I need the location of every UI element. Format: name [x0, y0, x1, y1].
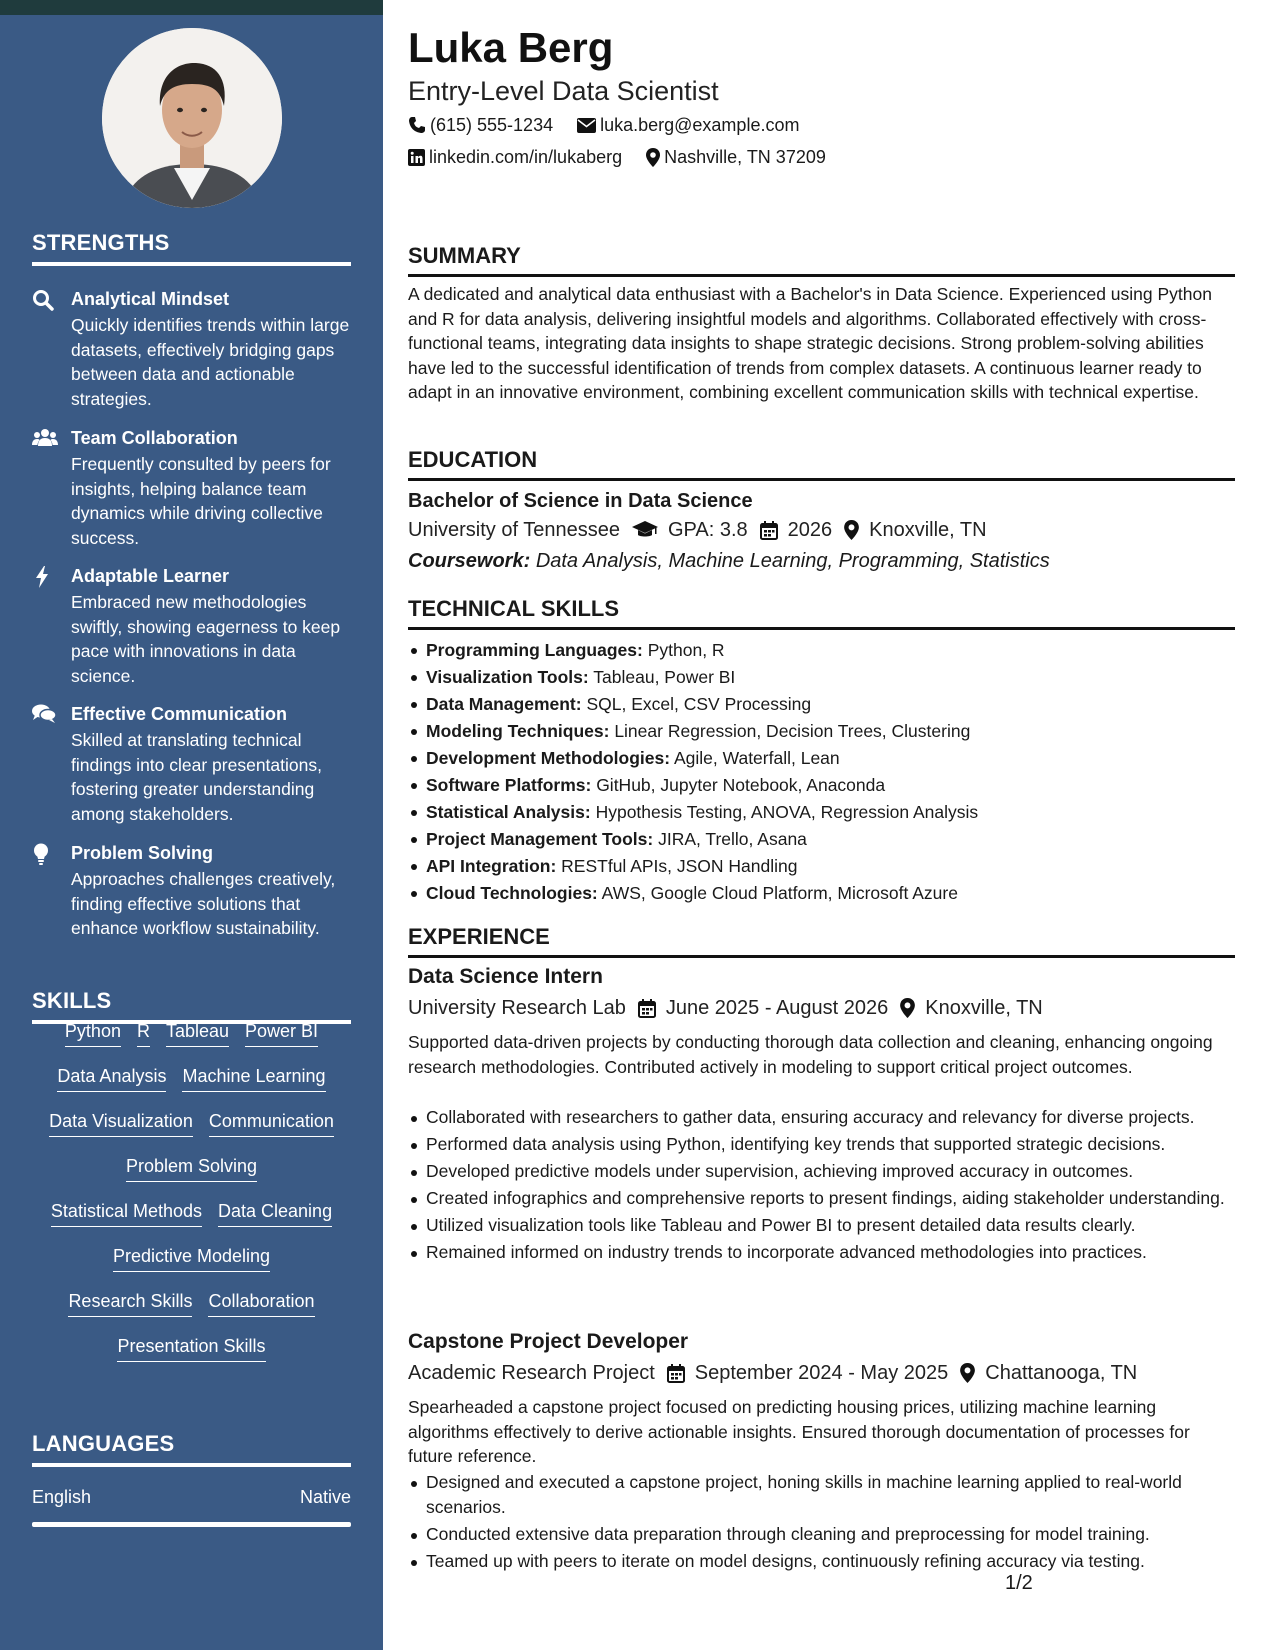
skill-tag: Machine Learning [182, 1063, 325, 1092]
skill-tag: Problem Solving [126, 1153, 257, 1182]
skill-category: Statistical Analysis: [426, 802, 591, 822]
list-item [408, 826, 1238, 853]
candidate-name: Luka Berg [408, 24, 614, 71]
job-location: Knoxville, TN [925, 997, 1043, 1019]
gpa-text: GPA: 3.8 [667, 519, 748, 541]
location-text: Nashville, TN 37209 [664, 147, 826, 167]
comments-icon [32, 704, 56, 726]
job-summary: Supported data-driven projects by conducting thorough data collection and cleaning, enhancing ongoing research methodologies. Contributed actively in modeling to support critical project outcomes. [408, 1032, 1213, 1077]
list-item [408, 772, 1238, 799]
skill-tag: Data Cleaning [218, 1198, 332, 1227]
coursework-label: Coursework: [408, 550, 531, 572]
map-pin-icon [900, 998, 915, 1018]
language-level: Native [299, 1487, 351, 1507]
skill-category: API Integration: [426, 856, 557, 876]
language-proficiency-bar [32, 1522, 351, 1527]
strength-title: Team Collaboration [71, 428, 238, 448]
job-organization: Academic Research Project [408, 1362, 655, 1384]
map-pin-icon [844, 520, 859, 540]
skill-tag: Power BI [245, 1018, 318, 1047]
list-item [408, 880, 1238, 907]
graduation-cap-icon [632, 521, 658, 539]
skill-tag: Tableau [166, 1018, 229, 1047]
users-icon [32, 428, 56, 450]
list-item [408, 691, 1238, 718]
lightbulb-icon [32, 843, 56, 865]
graduation-year: 2026 [787, 519, 833, 541]
list-item [408, 637, 1238, 664]
linkedin-contact[interactable] [408, 145, 622, 169]
skill-values: AWS, Google Cloud Platform, Microsoft Azure [601, 883, 958, 903]
skill-row [32, 1243, 351, 1288]
language-row [32, 1487, 351, 1508]
candidate-title: Entry-Level Data Scientist [408, 76, 719, 106]
skill-category: Development Methodologies: [426, 748, 671, 768]
strength-description: Quickly identifies trends within large datasets, effectively bridging gaps between data and actionable strategies. [71, 315, 350, 409]
experience-heading: EXPERIENCE [408, 923, 1235, 958]
skill-category: Visualization Tools: [426, 667, 589, 687]
job-dates: June 2025 - August 2026 [665, 997, 889, 1019]
technical-skills-heading: TECHNICAL SKILLS [408, 595, 1235, 630]
summary-heading: SUMMARY [408, 242, 1235, 277]
skill-values: Hypothesis Testing, ANOVA, Regression Analysis [595, 802, 979, 822]
page-number: 1/2 [1005, 1572, 1033, 1594]
skill-tag: Communication [209, 1108, 334, 1137]
job-organization: University Research Lab [408, 997, 626, 1019]
list-item: Conducted extensive data preparation through cleaning and preprocessing for model training. [408, 1522, 1238, 1547]
skill-values: Linear Regression, Decision Trees, Clustering [614, 721, 971, 741]
skill-values: Agile, Waterfall, Lean [673, 748, 840, 768]
skill-tag: Python [65, 1018, 121, 1047]
strength-title: Effective Communication [71, 704, 288, 724]
email-text[interactable]: luka.berg@example.com [600, 115, 800, 135]
skill-values: GitHub, Jupyter Notebook, Anaconda [596, 775, 886, 795]
bolt-icon [32, 566, 56, 588]
skill-values: Python, R [647, 640, 725, 660]
strength-title: Adaptable Learner [71, 566, 230, 586]
skill-tag: Data Analysis [57, 1063, 166, 1092]
skill-category: Data Management: [426, 694, 582, 714]
job-title: Capstone Project Developer [408, 1330, 689, 1353]
strengths-heading: STRENGTHS [32, 230, 351, 266]
job-meta [408, 994, 1043, 1022]
list-item [408, 664, 1238, 691]
skill-tag: Data Visualization [49, 1108, 193, 1137]
job-summary: Spearheaded a capstone project focused on predicting housing prices, utilizing machine learning algorithms effectively to derive actionable insights. Ensured thorough documentation of processes for future reference. [408, 1397, 1190, 1466]
education-meta [408, 516, 987, 544]
language-name: English [32, 1487, 92, 1507]
skill-values: SQL, Excel, CSV Processing [586, 694, 812, 714]
list-item: Designed and executed a capstone project, honing skills in machine learning applied to real-world scenarios. [408, 1470, 1238, 1519]
education-heading: EDUCATION [408, 446, 1235, 481]
location-contact [646, 145, 826, 169]
skill-category: Programming Languages: [426, 640, 643, 660]
list-item [408, 799, 1238, 826]
skill-row [32, 1198, 351, 1243]
envelope-icon [577, 118, 596, 133]
calendar-icon [760, 521, 778, 540]
skill-row [32, 1333, 351, 1378]
job-meta [408, 1359, 1137, 1387]
school-name: University of Tennessee [408, 519, 620, 541]
list-item: Teamed up with peers to iterate on model designs, continuously refining accuracy via testing. [408, 1549, 1238, 1574]
sidebar [0, 15, 383, 1650]
job-location: Chattanooga, TN [985, 1362, 1138, 1384]
phone-contact [408, 113, 553, 137]
calendar-icon [667, 1364, 685, 1383]
profile-photo [102, 28, 282, 208]
degree-title: Bachelor of Science in Data Science [408, 490, 753, 512]
phone-icon [408, 116, 426, 134]
skill-tag: Statistical Methods [51, 1198, 202, 1227]
coursework-list: Data Analysis, Machine Learning, Programming, Statistics [535, 550, 1050, 572]
strength-title: Problem Solving [71, 843, 214, 863]
list-item: Created infographics and comprehensive reports to present findings, aiding stakeholder understanding. [408, 1186, 1238, 1211]
skill-row [32, 1063, 351, 1108]
skill-tag: Presentation Skills [117, 1333, 265, 1362]
phone-text: (615) 555-1234 [430, 115, 554, 135]
list-item [408, 718, 1238, 745]
skills-tag-list [32, 1018, 351, 1378]
list-item: Developed predictive models under supervision, achieving improved accuracy in outcomes. [408, 1159, 1238, 1184]
job-bullets [408, 1105, 1238, 1267]
skill-row [32, 1288, 351, 1333]
strength-description: Embraced new methodologies swiftly, showing eagerness to keep pace with innovations in data science. [71, 592, 341, 686]
skill-category: Project Management Tools: [426, 829, 654, 849]
email-contact[interactable] [577, 113, 799, 137]
skill-tag: Collaboration [208, 1288, 314, 1317]
languages-heading: LANGUAGES [32, 1431, 351, 1467]
strength-description: Approaches challenges creatively, finding effective solutions that enhance workflow sustainability. [71, 869, 336, 938]
skill-category: Software Platforms: [426, 775, 592, 795]
map-pin-icon [960, 1363, 975, 1383]
calendar-icon [638, 999, 656, 1018]
job-dates: September 2024 - May 2025 [694, 1362, 949, 1384]
strength-description: Frequently consulted by peers for insights, helping balance team dynamics while driving collective success. [71, 454, 331, 548]
skills-heading: SKILLS [32, 988, 351, 1024]
linkedin-text[interactable]: linkedin.com/in/lukaberg [429, 147, 623, 167]
school-location: Knoxville, TN [869, 519, 987, 541]
list-item: Performed data analysis using Python, identifying key trends that supported strategic decisions. [408, 1132, 1238, 1157]
search-icon [32, 289, 56, 311]
skill-row [32, 1018, 351, 1063]
list-item: Collaborated with researchers to gather data, ensuring accuracy and relevancy for diverse projects. [408, 1105, 1238, 1130]
technical-skills-list [408, 637, 1238, 907]
coursework [408, 547, 1050, 575]
skill-values: RESTful APIs, JSON Handling [561, 856, 798, 876]
skill-category: Cloud Technologies: [426, 883, 598, 903]
list-item: Utilized visualization tools like Tableau and Power BI to present detailed data results clearly. [408, 1213, 1238, 1238]
skill-category: Modeling Techniques: [426, 721, 610, 741]
strength-description: Skilled at translating technical findings into clear presentations, fostering greater understanding among stakeholders. [71, 730, 322, 824]
strength-title: Analytical Mindset [71, 289, 230, 309]
list-item [408, 853, 1238, 880]
skill-row [32, 1153, 351, 1198]
top-accent-bar [0, 0, 383, 15]
contact-row [408, 113, 823, 137]
summary-text: A dedicated and analytical data enthusiast with a Bachelor's in Data Science. Experienced using Python and R for data analysis, delivering insightful models and algorithms. Collaborated effectively with cross-functional teams, integrating data insights to shape strategic decisions. Strong problem-solving abilities have led to the successful identification of trends from complex datasets. A continuous learner ready to adapt in an innovative environment, combining excellent communication skills with technical expertise. [408, 284, 1212, 402]
skill-tag: Research Skills [68, 1288, 192, 1317]
linkedin-icon [408, 149, 425, 166]
skill-tag: R [137, 1018, 150, 1047]
skill-values: Tableau, Power BI [593, 667, 736, 687]
list-item: Remained informed on industry trends to incorporate advanced methodologies into practices. [408, 1240, 1238, 1265]
list-item [408, 745, 1238, 772]
map-pin-icon [646, 148, 660, 167]
skill-tag: Predictive Modeling [113, 1243, 270, 1272]
main-content [383, 0, 1275, 1650]
skill-values: JIRA, Trello, Asana [658, 829, 807, 849]
job-bullets [408, 1470, 1238, 1576]
skill-row [32, 1108, 351, 1153]
job-title: Data Science Intern [408, 965, 603, 988]
contact-row [408, 145, 850, 169]
